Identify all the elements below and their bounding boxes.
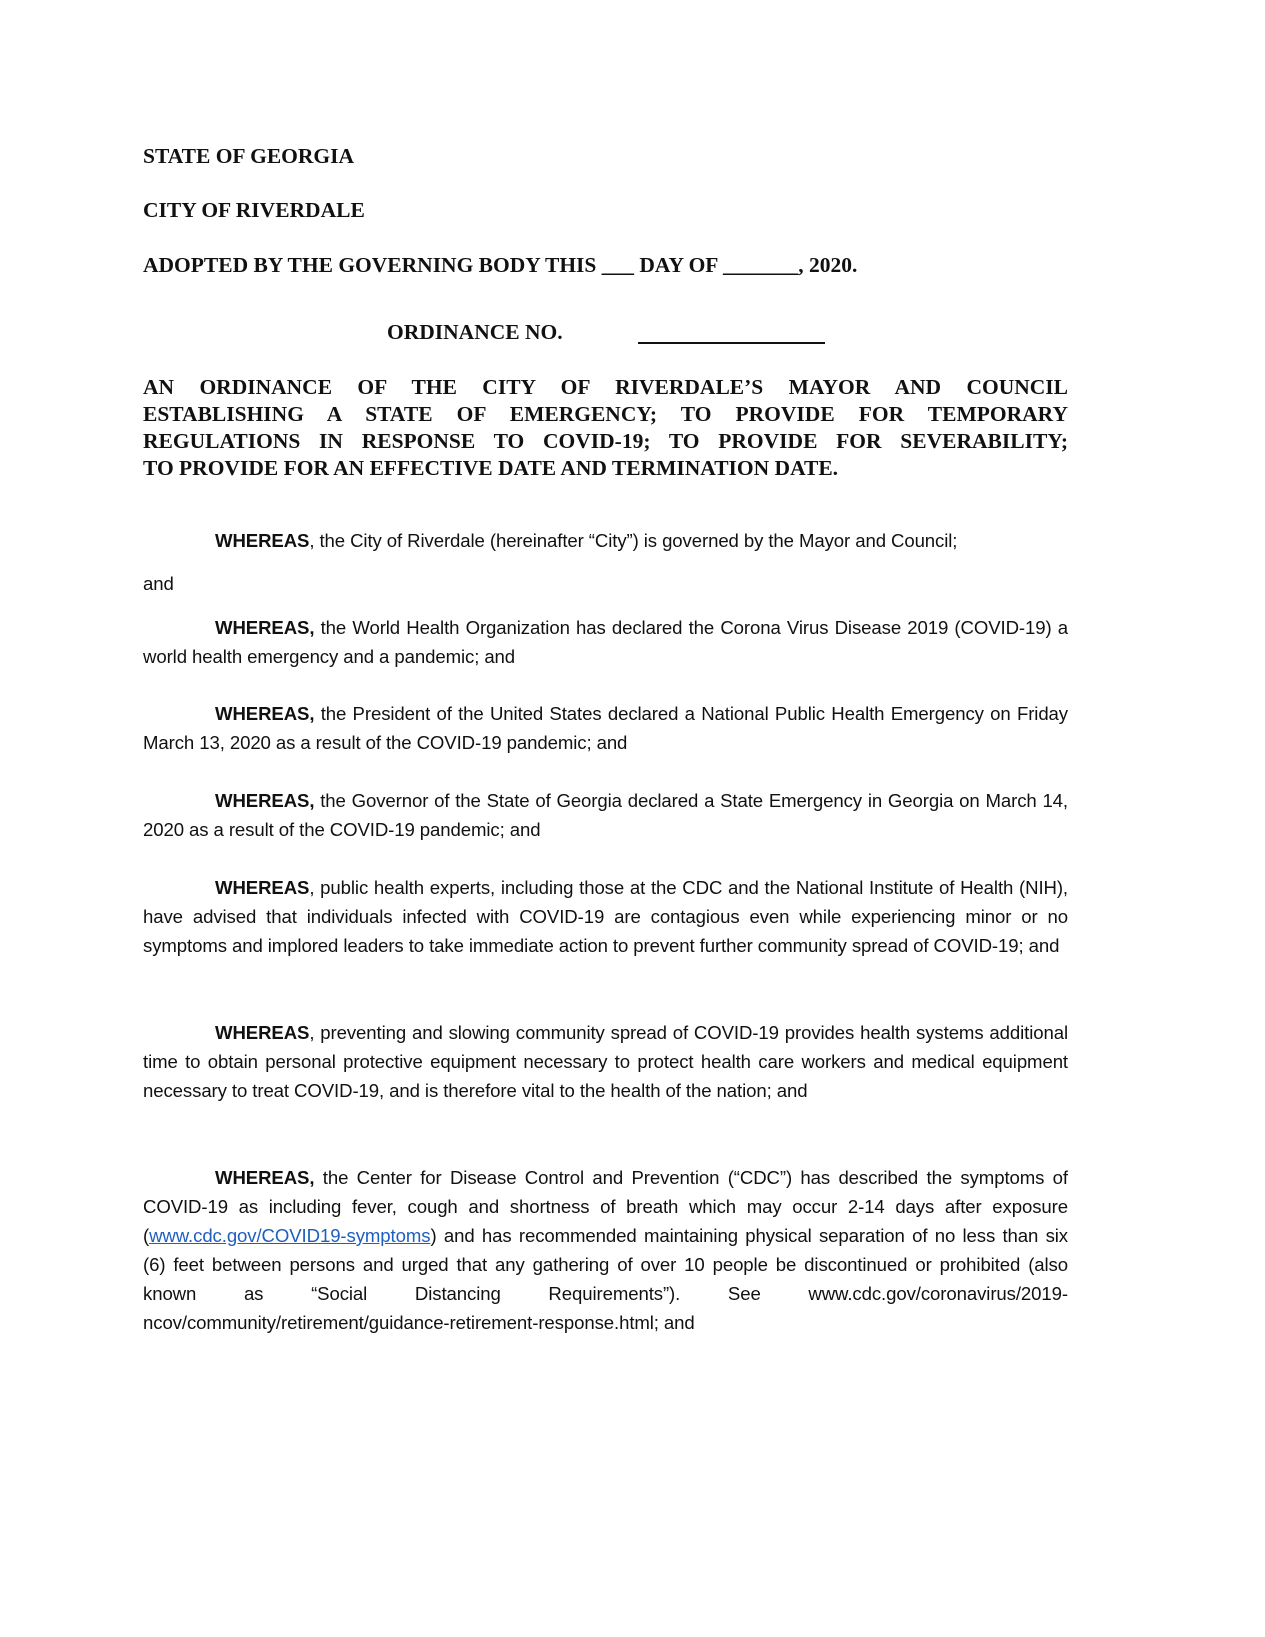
paragraph-text: the Center for Disease Control and Prevention (“CDC”) has described the symptoms of COVID-19 as including fever, cough and shortness of breath which may occur 2-14 days after exposure ( bbox=[143, 1167, 1068, 1246]
whereas-paragraph bbox=[143, 786, 1068, 844]
ordinance-number-label: ORDINANCE NO. bbox=[387, 320, 563, 344]
title-line: REGULATIONS IN RESPONSE TO COVID-19; TO PROVIDE FOR SEVERABILITY; bbox=[143, 429, 1068, 453]
whereas-label: WHEREAS, bbox=[215, 1167, 315, 1188]
whereas-paragraph bbox=[143, 1163, 1068, 1337]
paragraph-text: ) and has recommended maintaining physical separation of no less than six (6) feet between persons and urged that any gathering of over 10 people be discontinued or prohibited (also known as “Social Distancing Requirements”). See bbox=[143, 1225, 1068, 1304]
cdc-guidance-url: www.cdc.gov/coronavirus/2019-ncov/community/retirement/guidance-retirement-response.html; and bbox=[143, 1283, 1068, 1333]
whereas-label: WHEREAS, bbox=[215, 790, 315, 811]
year-label: , 2020. bbox=[798, 253, 858, 277]
paragraph-text: , the City of Riverdale (hereinafter “City”) is governed by the Mayor and Council; bbox=[309, 530, 958, 551]
state-heading: STATE OF GEORGIA bbox=[143, 144, 355, 168]
whereas-paragraph bbox=[143, 699, 1068, 757]
whereas-label: WHEREAS bbox=[215, 530, 310, 551]
whereas-label: WHEREAS, bbox=[215, 703, 315, 724]
paragraph-text: the President of the United States declared a National Public Health Emergency on Friday March 13, 2020 as a result of the COVID-19 pandemic; and bbox=[143, 703, 1068, 753]
adopted-prefix: ADOPTED BY THE GOVERNING BODY THIS bbox=[143, 253, 597, 277]
whereas-paragraph bbox=[143, 1018, 1068, 1105]
month-blank: _______ bbox=[723, 253, 799, 277]
paragraph-text: the World Health Organization has declared the Corona Virus Disease 2019 (COVID-19) a world health emergency and a pandemic; and bbox=[143, 617, 1068, 667]
title-line: AN ORDINANCE OF THE CITY OF RIVERDALE’S MAYOR AND COUNCIL bbox=[143, 375, 1068, 399]
whereas-label: WHEREAS, bbox=[215, 617, 315, 638]
whereas-label: WHEREAS bbox=[215, 1022, 310, 1043]
day-of-label: DAY OF bbox=[639, 253, 718, 277]
title-line: ESTABLISHING A STATE OF EMERGENCY; TO PROVIDE FOR TEMPORARY bbox=[143, 402, 1068, 426]
ordinance-title bbox=[143, 374, 1068, 482]
ordinance-number-blank bbox=[638, 342, 825, 344]
title-line: TO PROVIDE FOR AN EFFECTIVE DATE AND TERMINATION DATE. bbox=[143, 456, 839, 480]
city-heading: CITY OF RIVERDALE bbox=[143, 198, 365, 222]
whereas-label: WHEREAS bbox=[215, 877, 310, 898]
whereas-paragraph bbox=[143, 873, 1068, 960]
paragraph-text: the Governor of the State of Georgia declared a State Emergency in Georgia on March 14, 2020 as a result of the COVID-19 pandemic; and bbox=[143, 790, 1068, 840]
and-line: and bbox=[143, 573, 174, 594]
whereas-paragraph bbox=[143, 613, 1068, 671]
cdc-symptoms-link[interactable]: www.cdc.gov/COVID19-symptoms bbox=[149, 1225, 431, 1246]
paragraph-text: , preventing and slowing community spread of COVID-19 provides health systems additional time to obtain personal protective equipment necessary to protect health care workers and medical equipment necessary to treat COVID-19, and is therefore vital to the health of the nation; and bbox=[143, 1022, 1068, 1101]
whereas-paragraph bbox=[143, 526, 1068, 555]
day-blank: ___ bbox=[601, 253, 635, 277]
adopted-line bbox=[143, 253, 857, 278]
paragraph-text: , public health experts, including those at the CDC and the National Institute of Health (NIH), have advised that individuals infected with COVID-19 are contagious even while experiencing minor or no symptoms and implored leaders to take immediate action to prevent further community spread of COVID-19; and bbox=[143, 877, 1068, 956]
